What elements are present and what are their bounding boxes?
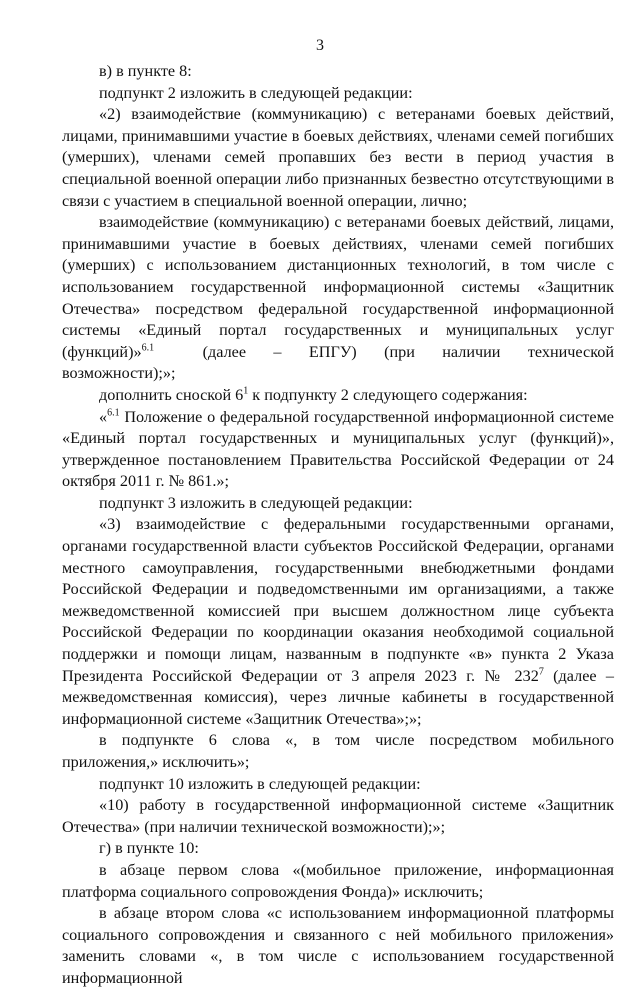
subitem-3-text: «3) взаимодействие с федеральными государственными органами, органами государственной власти субъектов Российской Федерации, органами местного самоуправления, государственными внебюджетными фондами Российской Федерации и подведомственными им организациями, а также межведомственной комиссией при высшем должностном лице субъекта Российской Федерации по координации оказания необходимой социальной поддержки и помощи лицам, названным в подпункте «в» пункта 2 Указа Президента Российской Федерации от 3 апреля 2023 г. № 232 bbox=[62, 515, 614, 685]
add-footnote-text: дополнить сноской 6 bbox=[99, 385, 244, 404]
footnote-marker-6-1: 6.1 bbox=[107, 407, 120, 419]
paragraph-subitem-10-intro: подпункт 10 изложить в следующей редакции: bbox=[99, 774, 421, 793]
footnote-content-text: Положение о федеральной государственной информационной системе «Единый портал государственных и муниципальных услуг (функций)», утвержденное постановлением Правительства Российской Федерации от 24 октября 2011 г. № 861.»; bbox=[62, 407, 614, 491]
page-number: 3 bbox=[316, 37, 324, 54]
paragraph-subitem-3-text bbox=[62, 514, 614, 730]
paragraph-subitem-3-intro: подпункт 3 изложить в следующей редакции: bbox=[99, 493, 413, 512]
footnote-ref-6-1: 6.1 bbox=[141, 342, 155, 354]
paragraph-subitem-2-intro: подпункт 2 изложить в следующей редакции: bbox=[99, 83, 413, 102]
footnote-open-quote: « bbox=[99, 407, 108, 426]
paragraph-subitem-6: в подпункте 6 слова «, в том числе посредством мобильного приложения,» исключить»; bbox=[62, 731, 614, 771]
paragraph-abzac-2: в абзаце втором слова «с использованием информационной платформы социального сопровождения и связанного с ней мобильного приложения» заменить словами «, в том числе с использованием государственной информационной bbox=[62, 904, 614, 987]
paragraph-remote-interaction bbox=[62, 212, 614, 385]
paragraph-item-g: г) в пункте 10: bbox=[99, 839, 199, 858]
document-body bbox=[62, 61, 614, 990]
footnote-ref-7: 7 bbox=[538, 666, 544, 678]
paragraph-footnote-content bbox=[62, 407, 614, 493]
add-footnote-tail: к подпункту 2 следующего содержания: bbox=[252, 385, 528, 404]
paragraph-add-footnote bbox=[62, 385, 614, 407]
subitem-3-tail: (далее – межведомственная комиссия), через личные кабинеты в государственной информационной системе «Защитник Отечества»;»; bbox=[62, 666, 614, 728]
paragraph-item-v: в) в пункте 8: bbox=[99, 62, 192, 80]
paragraph-subitem-10-text: «10) работу в государственной информационной системе «Защитник Отечества» (при наличии технической возможности);»; bbox=[62, 796, 614, 836]
tech-possibility-text: (при наличии технической возможности);»; bbox=[62, 342, 614, 383]
paragraph-subitem-2-text: «2) взаимодействие (коммуникацию) с ветеранами боевых действий, лицами, принимавшими участие в боевых действиях, членами семей погибших (умерших), членами семей пропавших без вести в период участия в специальной военной операции либо признанных безвестно отсутствующими в связи с участием в специальной военной операции, лично; bbox=[62, 105, 614, 210]
footnote-superscript-1: 1 bbox=[243, 385, 249, 397]
paragraph-abzac-1: в абзаце первом слова «(мобильное приложение, информационная платформа социального сопровождения Фонда)» исключить; bbox=[62, 860, 614, 901]
epgu-abbrev: (далее – ЕПГУ) bbox=[202, 342, 357, 361]
remote-interaction-text: взаимодействие (коммуникацию) с ветеранами боевых действий, лицами, принимавшими участие в боевых действиях, членами семей погибших (умерших) с использованием дистанционных технологий, в том числе с использованием государственной информационной системы «Защитник Отечества» посредством федеральной государственной информационной системы «Единый портал государственных и муниципальных услуг (функций)» bbox=[62, 213, 614, 361]
